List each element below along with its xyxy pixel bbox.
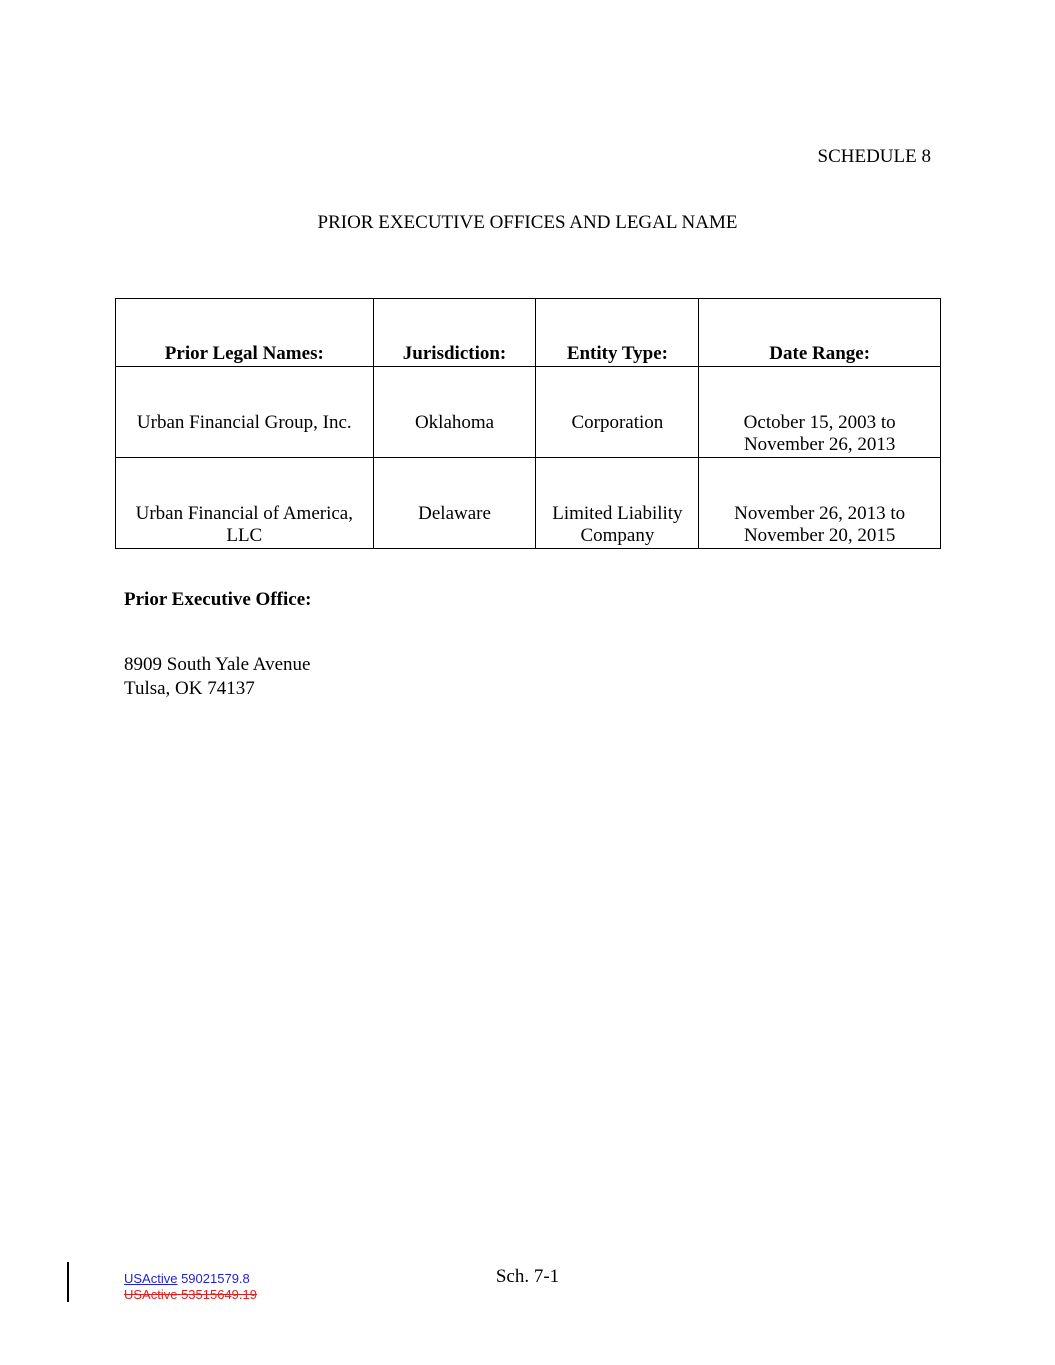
cell-date-range — [699, 367, 941, 458]
header-prior-legal-names: Prior Legal Names: — [116, 299, 374, 367]
prior-executive-office-address — [124, 653, 310, 701]
prior-legal-name-line2: LLC — [226, 525, 263, 546]
table-row — [116, 367, 941, 458]
prior-legal-names-table — [115, 298, 941, 549]
table-header-row — [116, 299, 941, 367]
date-range-line1: November 26, 2013 to — [734, 503, 906, 524]
date-range-line1: October 15, 2003 to — [743, 412, 896, 433]
cell-jurisdiction — [373, 458, 536, 549]
page-number: Sch. 7-1 — [495, 1266, 560, 1287]
date-range-line2: November 26, 2013 — [743, 434, 896, 455]
cell-entity-type — [536, 367, 699, 458]
cell-entity-type — [536, 458, 699, 549]
prior-executive-office-heading: Prior Executive Office: — [124, 589, 312, 610]
entity-type-line1: Limited Liability — [552, 503, 683, 524]
table-row — [116, 458, 941, 549]
prior-legal-name-text: Urban Financial Group, Inc. — [136, 412, 352, 433]
cell-date-range — [699, 458, 941, 549]
entity-type-line2: Company — [580, 525, 655, 546]
entity-type-text: Corporation — [571, 412, 664, 433]
prior-legal-name-line1: Urban Financial of America, — [135, 503, 353, 524]
new-document-id-number: 59021579.8 — [177, 1271, 250, 1286]
header-date-range: Date Range: — [699, 299, 941, 367]
header-entity-type: Entity Type: — [536, 299, 699, 367]
cell-prior-legal-name — [116, 367, 374, 458]
date-range-line2: November 20, 2015 — [743, 525, 896, 546]
jurisdiction-text: Delaware — [418, 503, 491, 524]
cell-prior-legal-name — [116, 458, 374, 549]
schedule-label: SCHEDULE 8 — [817, 146, 931, 167]
document-title: PRIOR EXECUTIVE OFFICES AND LEGAL NAME — [317, 212, 738, 233]
jurisdiction-text: Oklahoma — [414, 412, 495, 433]
old-document-id: USActive 53515649.19 — [124, 1287, 257, 1302]
new-document-id-prefix: USActive — [124, 1271, 178, 1286]
address-line-1: 8909 South Yale Avenue — [124, 654, 311, 675]
cell-jurisdiction — [373, 367, 536, 458]
address-line-2: Tulsa, OK 74137 — [124, 678, 255, 699]
header-jurisdiction: Jurisdiction: — [373, 299, 536, 367]
